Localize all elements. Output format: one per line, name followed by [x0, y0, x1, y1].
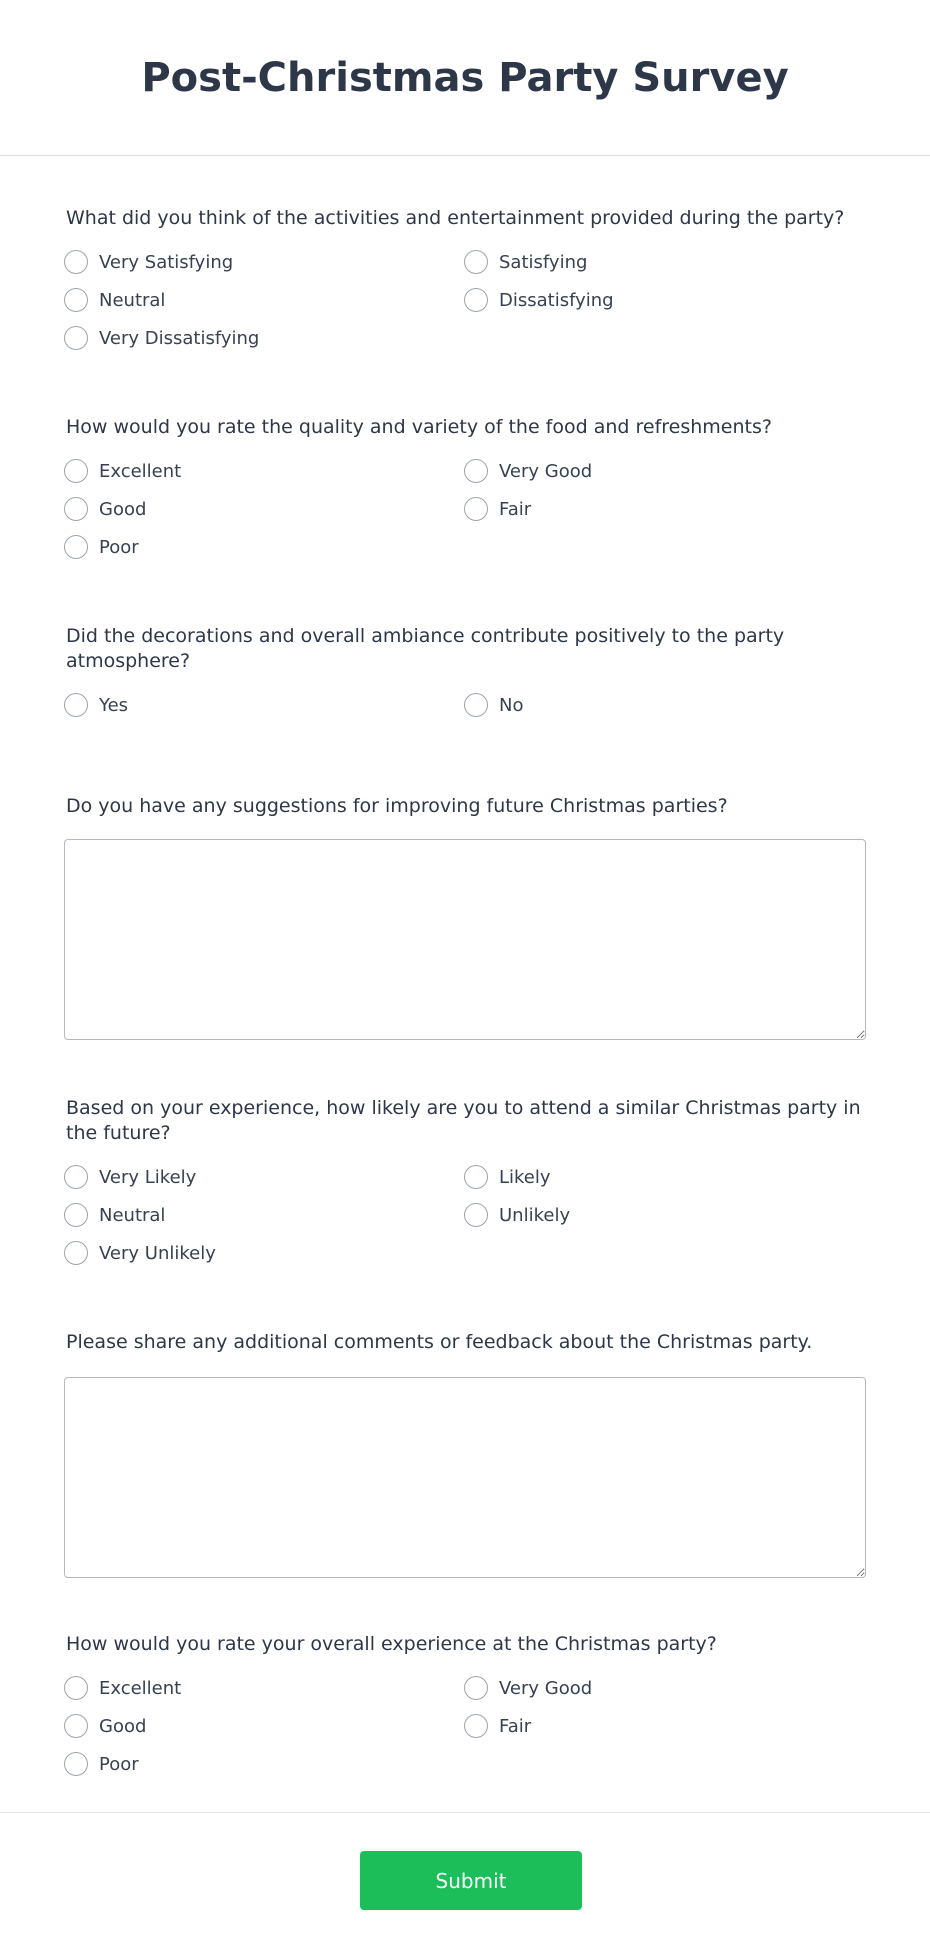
form-footer	[0, 1812, 930, 1960]
radio-option[interactable]	[464, 496, 531, 522]
radio-circle[interactable]	[64, 459, 88, 483]
radio-option[interactable]	[64, 496, 146, 522]
radio-label: Excellent	[99, 1677, 182, 1699]
radio-circle[interactable]	[464, 459, 488, 483]
radio-option[interactable]	[464, 692, 523, 718]
radio-circle[interactable]	[64, 1714, 88, 1738]
radio-circle[interactable]	[64, 288, 88, 312]
radio-option[interactable]	[64, 1675, 181, 1701]
radio-circle[interactable]	[64, 535, 88, 559]
radio-circle[interactable]	[464, 1714, 488, 1738]
radio-option[interactable]	[64, 249, 233, 275]
radio-circle[interactable]	[464, 693, 488, 717]
radio-circle[interactable]	[64, 1752, 88, 1776]
radio-circle[interactable]	[464, 288, 488, 312]
suggestions-textarea[interactable]	[64, 839, 866, 1040]
radio-circle[interactable]	[64, 326, 88, 350]
radio-option[interactable]	[64, 1240, 216, 1266]
radio-circle[interactable]	[64, 1203, 88, 1227]
radio-circle[interactable]	[464, 1203, 488, 1227]
radio-option[interactable]	[64, 1713, 146, 1739]
question-food	[64, 415, 866, 558]
radio-option[interactable]	[64, 1202, 165, 1228]
radio-label: Satisfying	[499, 251, 588, 273]
radio-label: Unlikely	[499, 1204, 571, 1226]
radio-circle[interactable]	[64, 250, 88, 274]
radio-option[interactable]	[464, 287, 614, 313]
radio-circle[interactable]	[464, 1165, 488, 1189]
radio-circle[interactable]	[64, 1165, 88, 1189]
question-decorations	[64, 624, 866, 716]
radio-circle[interactable]	[64, 497, 88, 521]
radio-label: Good	[99, 1715, 147, 1737]
radio-option[interactable]	[464, 1164, 551, 1190]
radio-option[interactable]	[464, 1202, 570, 1228]
question-title: Did the decorations and overall ambiance contribute positively to the party atmosphere?	[66, 625, 785, 672]
question-title: What did you think of the activities and entertainment provided during the party?	[66, 207, 845, 229]
question-title: How would you rate your overall experience at the Christmas party?	[66, 1633, 717, 1655]
radio-circle[interactable]	[464, 497, 488, 521]
radio-circle[interactable]	[464, 1676, 488, 1700]
radio-label: Poor	[99, 1753, 139, 1775]
radio-circle[interactable]	[64, 1241, 88, 1265]
radio-option[interactable]	[64, 1164, 196, 1190]
radio-label: Excellent	[99, 460, 182, 482]
radio-label: Dissatisfying	[499, 289, 614, 311]
radio-option[interactable]	[64, 287, 165, 313]
question-overall	[64, 1632, 866, 1775]
radio-option[interactable]	[64, 325, 259, 351]
radio-label: Yes	[99, 694, 129, 716]
question-comments	[64, 1330, 866, 1373]
survey-form	[0, 156, 930, 1813]
radio-label: Very Good	[499, 1677, 593, 1699]
question-title: Based on your experience, how likely are you to attend a similar Christmas party in the future?	[66, 1097, 861, 1144]
radio-option[interactable]	[64, 534, 139, 560]
radio-circle[interactable]	[464, 250, 488, 274]
page-header	[0, 0, 930, 156]
radio-label: Very Good	[499, 460, 593, 482]
question-title: Do you have any suggestions for improving future Christmas parties?	[66, 795, 728, 817]
radio-option[interactable]	[464, 249, 587, 275]
radio-label: Very Likely	[99, 1166, 197, 1188]
radio-label: Very Unlikely	[99, 1242, 216, 1264]
radio-label: Fair	[499, 498, 532, 520]
radio-label: Neutral	[99, 289, 166, 311]
submit-button[interactable]: Submit	[360, 1851, 582, 1910]
comments-textarea[interactable]	[64, 1377, 866, 1578]
question-suggestions	[64, 794, 866, 837]
page-title: Post-Christmas Party Survey	[141, 54, 789, 101]
radio-label: Good	[99, 498, 147, 520]
question-likelihood	[64, 1096, 866, 1264]
radio-label: No	[499, 694, 524, 716]
radio-option[interactable]	[464, 1675, 592, 1701]
radio-label: Likely	[499, 1166, 551, 1188]
radio-label: Fair	[499, 1715, 532, 1737]
radio-option[interactable]	[64, 458, 181, 484]
question-title: Please share any additional comments or feedback about the Christmas party.	[66, 1331, 813, 1353]
question-title: How would you rate the quality and variety of the food and refreshments?	[66, 416, 772, 438]
radio-label: Very Dissatisfying	[99, 327, 260, 349]
question-activities	[64, 206, 866, 349]
radio-option[interactable]	[464, 1713, 531, 1739]
radio-circle[interactable]	[64, 693, 88, 717]
radio-circle[interactable]	[64, 1676, 88, 1700]
radio-label: Poor	[99, 536, 139, 558]
radio-option[interactable]	[64, 1751, 139, 1777]
radio-label: Neutral	[99, 1204, 166, 1226]
radio-option[interactable]	[64, 692, 128, 718]
radio-option[interactable]	[464, 458, 592, 484]
radio-label: Very Satisfying	[99, 251, 234, 273]
